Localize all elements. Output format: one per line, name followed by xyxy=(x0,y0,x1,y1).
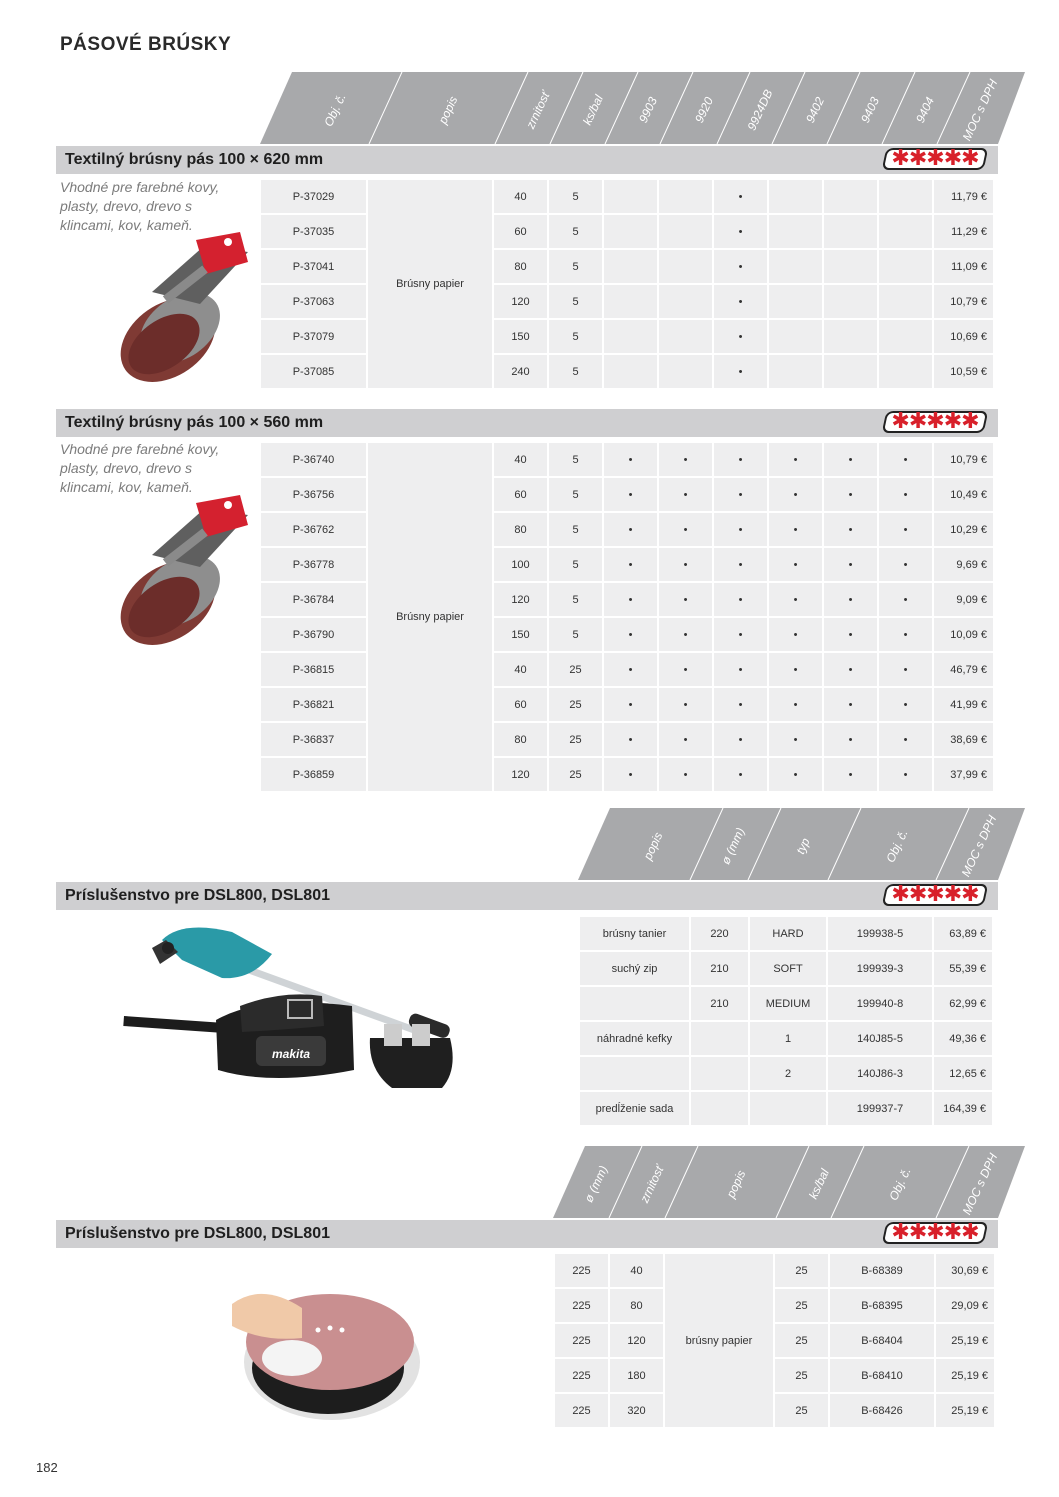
compatibility-cell: • xyxy=(769,583,822,616)
header-price: MOC s DPH xyxy=(959,77,1001,143)
diameter-cell: 225 xyxy=(555,1394,608,1427)
section2-table xyxy=(259,441,995,793)
compatibility-cell: • xyxy=(604,653,657,686)
compatibility-cell xyxy=(824,320,877,353)
table-row xyxy=(580,917,992,950)
section4-table xyxy=(553,1252,996,1429)
description-cell: brúsny papier xyxy=(665,1254,773,1427)
order-number-cell: P-36821 xyxy=(261,688,366,721)
order-number-cell: 140J85-5 xyxy=(828,1022,932,1055)
compatibility-cell: • xyxy=(769,618,822,651)
pack-cell: 25 xyxy=(549,723,602,756)
pack-cell: 5 xyxy=(549,443,602,476)
header-model-9404: 9404 xyxy=(913,94,937,126)
header-diameter: ø (mm) xyxy=(581,1163,611,1205)
price-cell: 29,09 € xyxy=(936,1289,994,1322)
compatibility-cell: • xyxy=(824,443,877,476)
price-cell: 10,09 € xyxy=(934,618,993,651)
compatibility-cell: • xyxy=(714,548,767,581)
order-number-cell: P-36784 xyxy=(261,583,366,616)
compatibility-cell: • xyxy=(769,443,822,476)
compatibility-cell: • xyxy=(714,723,767,756)
table-row xyxy=(555,1394,994,1427)
description-cell: náhradné kefky xyxy=(580,1022,689,1055)
compatibility-cell: • xyxy=(769,478,822,511)
compatibility-cell: • xyxy=(879,583,932,616)
grit-cell: 80 xyxy=(610,1289,663,1322)
price-cell: 38,69 € xyxy=(934,723,993,756)
type-cell: HARD xyxy=(750,917,826,950)
grit-cell: 40 xyxy=(610,1254,663,1287)
compatibility-cell: • xyxy=(714,688,767,721)
header-order-number: Obj. č. xyxy=(320,91,349,129)
diameter-cell: 225 xyxy=(555,1254,608,1287)
compatibility-cell xyxy=(824,180,877,213)
compatibility-cell xyxy=(879,355,932,388)
diameter-cell: 225 xyxy=(555,1289,608,1322)
compatibility-cell: • xyxy=(769,513,822,546)
price-cell: 10,79 € xyxy=(934,443,993,476)
header-type: typ xyxy=(793,835,813,857)
header-order-number: Obj. č. xyxy=(883,827,911,865)
type-cell: MEDIUM xyxy=(750,987,826,1020)
order-number-cell: 199938-5 xyxy=(828,917,932,950)
order-number-cell: 199937-7 xyxy=(828,1092,932,1125)
order-number-cell: P-36790 xyxy=(261,618,366,651)
compatibility-cell: • xyxy=(714,513,767,546)
pack-cell: 25 xyxy=(775,1324,828,1357)
order-number-cell: 199940-8 xyxy=(828,987,932,1020)
compatibility-cell: • xyxy=(659,583,712,616)
section4-column-header xyxy=(553,1146,1025,1218)
grit-cell: 120 xyxy=(494,285,547,318)
description-cell: predĺženie sada xyxy=(580,1092,689,1125)
compatibility-cell: • xyxy=(714,250,767,283)
table-row xyxy=(555,1289,994,1322)
compatibility-cell: • xyxy=(879,723,932,756)
diameter-cell xyxy=(691,1092,748,1125)
pack-cell: 5 xyxy=(549,478,602,511)
order-number-cell: P-37041 xyxy=(261,250,366,283)
compatibility-cell: • xyxy=(769,758,822,791)
table-row xyxy=(580,1092,992,1125)
compatibility-cell: • xyxy=(714,618,767,651)
stars-icon: ✱✱✱✱✱ xyxy=(891,146,979,171)
compatibility-cell: • xyxy=(824,653,877,686)
compatibility-cell: • xyxy=(769,548,822,581)
rating-badge xyxy=(882,148,989,170)
compatibility-cell: • xyxy=(604,618,657,651)
compatibility-cell: • xyxy=(879,478,932,511)
compatibility-cell xyxy=(824,285,877,318)
compatibility-cell xyxy=(769,180,822,213)
table-row xyxy=(580,952,992,985)
diameter-cell: 225 xyxy=(555,1359,608,1392)
description-cell: Brúsny papier xyxy=(368,180,492,388)
compatibility-cell: • xyxy=(659,758,712,791)
grit-cell: 40 xyxy=(494,180,547,213)
dsl800-accessories-image xyxy=(122,920,474,1100)
order-number-cell: P-36815 xyxy=(261,653,366,686)
header-price: MOC s DPH xyxy=(958,813,1000,879)
grit-cell: 120 xyxy=(494,758,547,791)
pack-cell: 5 xyxy=(549,548,602,581)
rating-badge xyxy=(882,1222,989,1244)
table-row xyxy=(555,1359,994,1392)
order-number-cell: B-68426 xyxy=(830,1394,934,1427)
grit-cell: 180 xyxy=(610,1359,663,1392)
price-cell: 10,79 € xyxy=(934,285,993,318)
compatibility-cell: • xyxy=(824,513,877,546)
price-cell: 46,79 € xyxy=(934,653,993,686)
section1-title: Textilný brúsny pás 100 × 620 mm xyxy=(65,151,324,168)
compatibility-cell xyxy=(879,250,932,283)
grit-cell: 240 xyxy=(494,355,547,388)
section2-title-bar xyxy=(56,409,998,437)
diameter-cell xyxy=(691,1022,748,1055)
section3-column-header xyxy=(578,808,1025,880)
compatibility-cell xyxy=(604,180,657,213)
compatibility-cell: • xyxy=(659,618,712,651)
price-cell: 30,69 € xyxy=(936,1254,994,1287)
compatibility-cell xyxy=(604,320,657,353)
pack-cell: 5 xyxy=(549,285,602,318)
order-number-cell: P-36756 xyxy=(261,478,366,511)
sanding-belt-image xyxy=(100,222,250,384)
section1-column-header xyxy=(260,72,1025,144)
pack-cell: 5 xyxy=(549,320,602,353)
compatibility-cell: • xyxy=(824,723,877,756)
compatibility-cell: • xyxy=(769,688,822,721)
order-number-cell: P-37085 xyxy=(261,355,366,388)
compatibility-cell: • xyxy=(879,618,932,651)
compatibility-cell xyxy=(659,250,712,283)
compatibility-cell: • xyxy=(824,618,877,651)
order-number-cell: P-36762 xyxy=(261,513,366,546)
grit-cell: 80 xyxy=(494,723,547,756)
price-cell: 41,99 € xyxy=(934,688,993,721)
type-cell: 2 xyxy=(750,1057,826,1090)
compatibility-cell: • xyxy=(604,478,657,511)
description-cell xyxy=(580,987,689,1020)
compatibility-cell: • xyxy=(604,723,657,756)
price-cell: 11,09 € xyxy=(934,250,993,283)
compatibility-cell: • xyxy=(824,548,877,581)
price-cell: 10,29 € xyxy=(934,513,993,546)
compatibility-cell xyxy=(769,215,822,248)
rating-badge xyxy=(882,411,989,433)
description-cell xyxy=(580,1057,689,1090)
order-number-cell: P-37035 xyxy=(261,215,366,248)
type-cell: 1 xyxy=(750,1022,826,1055)
pack-cell: 5 xyxy=(549,215,602,248)
compatibility-cell: • xyxy=(604,443,657,476)
sanding-disc-image xyxy=(232,1282,422,1422)
page-title: PÁSOVÉ BRÚSKY xyxy=(60,34,232,55)
price-cell: 55,39 € xyxy=(934,952,992,985)
price-cell: 10,69 € xyxy=(934,320,993,353)
grit-cell: 40 xyxy=(494,443,547,476)
compatibility-cell: • xyxy=(824,688,877,721)
compatibility-cell xyxy=(824,250,877,283)
compatibility-cell xyxy=(604,285,657,318)
pack-cell: 25 xyxy=(775,1394,828,1427)
compatibility-cell: • xyxy=(879,688,932,721)
compatibility-cell: • xyxy=(714,355,767,388)
grit-cell: 120 xyxy=(610,1324,663,1357)
table-row xyxy=(580,1057,992,1090)
compatibility-cell: • xyxy=(714,215,767,248)
compatibility-cell xyxy=(879,180,932,213)
description-cell: Brúsny papier xyxy=(368,443,492,791)
compatibility-cell xyxy=(879,215,932,248)
compatibility-cell: • xyxy=(824,478,877,511)
compatibility-cell xyxy=(824,215,877,248)
pack-cell: 5 xyxy=(549,180,602,213)
diameter-cell: 210 xyxy=(691,987,748,1020)
header-grit: zrnitosť xyxy=(637,1163,667,1205)
diameter-cell: 220 xyxy=(691,917,748,950)
compatibility-cell: • xyxy=(879,443,932,476)
section3-table xyxy=(578,915,994,1127)
pack-cell: 25 xyxy=(775,1289,828,1322)
compatibility-cell xyxy=(824,355,877,388)
grit-cell: 120 xyxy=(494,583,547,616)
pack-cell: 5 xyxy=(549,583,602,616)
order-number-cell: B-68395 xyxy=(830,1289,934,1322)
diameter-cell xyxy=(691,1057,748,1090)
header-model-9924db: 9924DB xyxy=(744,87,776,133)
compatibility-cell xyxy=(659,180,712,213)
price-cell: 49,36 € xyxy=(934,1022,992,1055)
order-number-cell: B-68410 xyxy=(830,1359,934,1392)
price-cell: 10,49 € xyxy=(934,478,993,511)
table-row xyxy=(261,180,993,213)
compatibility-cell xyxy=(659,285,712,318)
price-cell: 25,19 € xyxy=(936,1359,994,1392)
compatibility-cell: • xyxy=(824,758,877,791)
compatibility-cell: • xyxy=(824,583,877,616)
table-row xyxy=(261,443,993,476)
price-cell: 25,19 € xyxy=(936,1394,994,1427)
compatibility-cell: • xyxy=(879,548,932,581)
section1-table xyxy=(259,178,995,390)
grit-cell: 100 xyxy=(494,548,547,581)
compatibility-cell: • xyxy=(714,285,767,318)
pack-cell: 25 xyxy=(549,688,602,721)
pack-cell: 5 xyxy=(549,618,602,651)
sanding-belt-image xyxy=(100,485,250,647)
stars-icon: ✱✱✱✱✱ xyxy=(891,409,979,434)
price-cell: 63,89 € xyxy=(934,917,992,950)
page-number: 182 xyxy=(36,1460,58,1475)
header-pack: ks/bal xyxy=(580,92,606,128)
section3-title-bar xyxy=(56,882,998,910)
stars-icon: ✱✱✱✱✱ xyxy=(891,1220,979,1245)
compatibility-cell xyxy=(769,355,822,388)
order-number-cell: B-68404 xyxy=(830,1324,934,1357)
compatibility-cell: • xyxy=(659,478,712,511)
table-row xyxy=(580,1022,992,1055)
order-number-cell: B-68389 xyxy=(830,1254,934,1287)
description-cell: brúsny tanier xyxy=(580,917,689,950)
section4-title-bar xyxy=(56,1220,998,1248)
order-number-cell: P-36837 xyxy=(261,723,366,756)
compatibility-cell: • xyxy=(714,653,767,686)
compatibility-cell xyxy=(769,285,822,318)
order-number-cell: P-36778 xyxy=(261,548,366,581)
table-row xyxy=(555,1324,994,1357)
price-cell: 62,99 € xyxy=(934,987,992,1020)
header-pack: ks/bal xyxy=(806,1166,832,1202)
compatibility-cell xyxy=(769,320,822,353)
compatibility-cell: • xyxy=(714,320,767,353)
table-row xyxy=(580,987,992,1020)
header-order-number: Obj. č. xyxy=(885,1165,914,1203)
pack-cell: 5 xyxy=(549,250,602,283)
order-number-cell: P-37029 xyxy=(261,180,366,213)
pack-cell: 5 xyxy=(549,513,602,546)
header-grit: zrnitosť xyxy=(523,89,553,131)
grit-cell: 60 xyxy=(494,688,547,721)
compatibility-cell: • xyxy=(604,513,657,546)
section4-title: Príslušenstvo pre DSL800, DSL801 xyxy=(65,1225,330,1242)
pack-cell: 25 xyxy=(549,758,602,791)
pack-cell: 25 xyxy=(775,1254,828,1287)
order-number-cell: P-36859 xyxy=(261,758,366,791)
pack-cell: 25 xyxy=(775,1359,828,1392)
compatibility-cell: • xyxy=(769,653,822,686)
price-cell: 12,65 € xyxy=(934,1057,992,1090)
order-number-cell: P-37063 xyxy=(261,285,366,318)
type-cell xyxy=(750,1092,826,1125)
section1-description: Vhodné pre farebné kovy, plasty, drevo, drevo s klincami, kov, kameň. xyxy=(60,179,220,233)
price-cell: 164,39 € xyxy=(934,1092,992,1125)
compatibility-cell xyxy=(879,285,932,318)
compatibility-cell: • xyxy=(659,653,712,686)
price-cell: 25,19 € xyxy=(936,1324,994,1357)
compatibility-cell: • xyxy=(769,723,822,756)
order-number-cell: 199939-3 xyxy=(828,952,932,985)
compatibility-cell: • xyxy=(714,478,767,511)
pack-cell: 25 xyxy=(549,653,602,686)
diameter-cell: 225 xyxy=(555,1324,608,1357)
grit-cell: 80 xyxy=(494,513,547,546)
price-cell: 9,09 € xyxy=(934,583,993,616)
grit-cell: 150 xyxy=(494,618,547,651)
compatibility-cell xyxy=(879,320,932,353)
type-cell: SOFT xyxy=(750,952,826,985)
compatibility-cell: • xyxy=(659,443,712,476)
price-cell: 9,69 € xyxy=(934,548,993,581)
header-description: popis xyxy=(640,830,666,862)
compatibility-cell xyxy=(604,215,657,248)
header-description: popis xyxy=(723,1168,748,1200)
compatibility-cell: • xyxy=(714,180,767,213)
section1-title-bar xyxy=(56,146,998,174)
compatibility-cell: • xyxy=(659,513,712,546)
price-cell: 11,79 € xyxy=(934,180,993,213)
compatibility-cell xyxy=(659,355,712,388)
stars-icon: ✱✱✱✱✱ xyxy=(891,882,979,907)
compatibility-cell: • xyxy=(659,723,712,756)
header-price: MOC s DPH xyxy=(959,1151,1001,1217)
header-model-9402: 9402 xyxy=(803,94,827,126)
compatibility-cell: • xyxy=(659,688,712,721)
compatibility-cell: • xyxy=(604,758,657,791)
compatibility-cell: • xyxy=(604,548,657,581)
compatibility-cell: • xyxy=(659,548,712,581)
compatibility-cell xyxy=(659,215,712,248)
compatibility-cell xyxy=(604,250,657,283)
order-number-cell: P-36740 xyxy=(261,443,366,476)
grit-cell: 150 xyxy=(494,320,547,353)
compatibility-cell: • xyxy=(714,443,767,476)
order-number-cell: 140J86-3 xyxy=(828,1057,932,1090)
makita-logo: makita xyxy=(272,1047,311,1061)
header-description: popis xyxy=(435,94,461,126)
price-cell: 37,99 € xyxy=(934,758,993,791)
section2-title: Textilný brúsny pás 100 × 560 mm xyxy=(65,414,324,431)
compatibility-cell xyxy=(769,250,822,283)
section3-title: Príslušenstvo pre DSL800, DSL801 xyxy=(65,887,330,904)
table-row xyxy=(555,1254,994,1287)
header-diameter: ø (mm) xyxy=(718,825,748,867)
rating-badge xyxy=(882,884,989,906)
header-model-9903: 9903 xyxy=(636,94,660,126)
price-cell: 10,59 € xyxy=(934,355,993,388)
diameter-cell: 210 xyxy=(691,952,748,985)
compatibility-cell: • xyxy=(879,758,932,791)
compatibility-cell: • xyxy=(879,653,932,686)
grit-cell: 320 xyxy=(610,1394,663,1427)
section2-description: Vhodné pre farebné kovy, plasty, drevo, drevo s klincami, kov, kameň. xyxy=(60,441,220,495)
grit-cell: 40 xyxy=(494,653,547,686)
compatibility-cell: • xyxy=(879,513,932,546)
order-number-cell: P-37079 xyxy=(261,320,366,353)
header-model-9920: 9920 xyxy=(692,94,716,126)
price-cell: 11,29 € xyxy=(934,215,993,248)
compatibility-cell: • xyxy=(604,688,657,721)
grit-cell: 80 xyxy=(494,250,547,283)
compatibility-cell xyxy=(659,320,712,353)
grit-cell: 60 xyxy=(494,215,547,248)
compatibility-cell xyxy=(604,355,657,388)
compatibility-cell: • xyxy=(604,583,657,616)
compatibility-cell: • xyxy=(714,583,767,616)
compatibility-cell: • xyxy=(714,758,767,791)
pack-cell: 5 xyxy=(549,355,602,388)
grit-cell: 60 xyxy=(494,478,547,511)
description-cell: suchý zip xyxy=(580,952,689,985)
header-model-9403: 9403 xyxy=(858,94,882,126)
